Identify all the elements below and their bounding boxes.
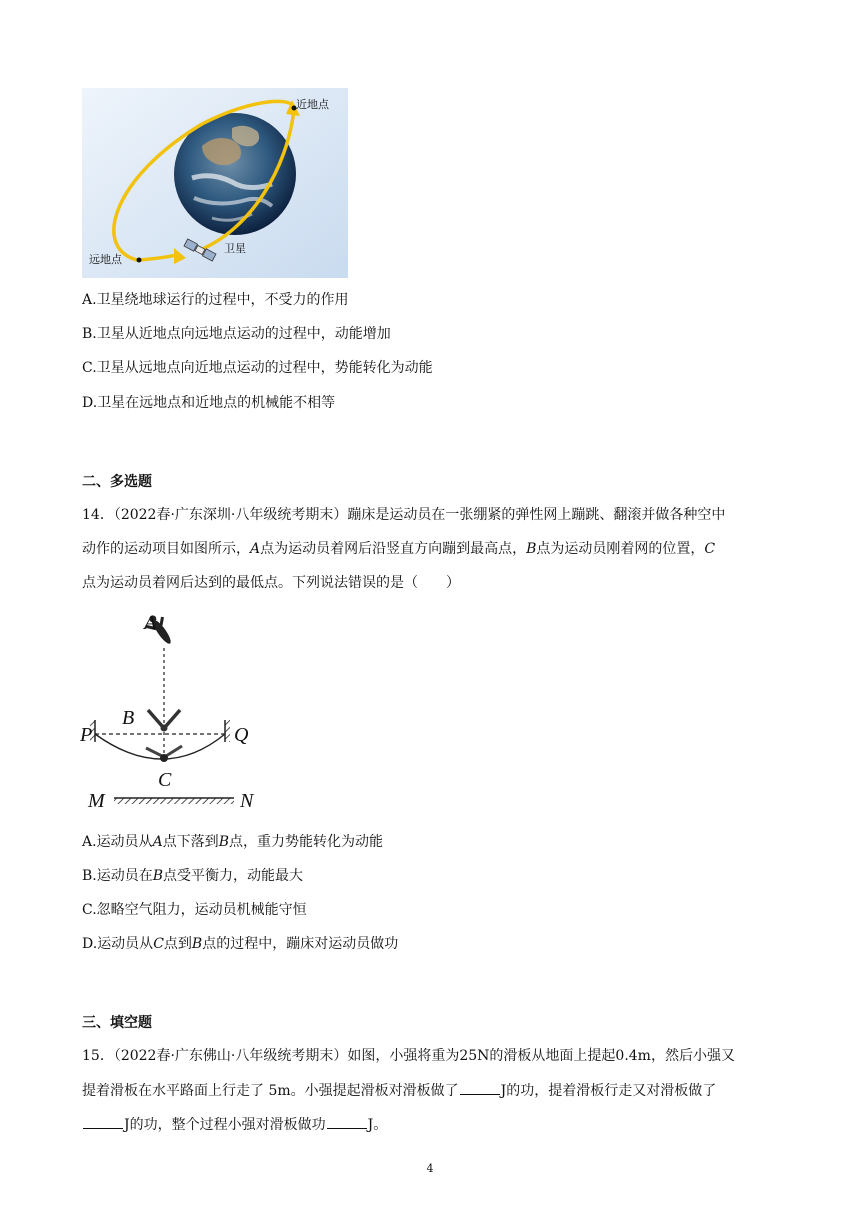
label-c: C [158,769,172,791]
trampoline-figure [80,608,265,813]
q14-option-c: C.忽略空气阻力，运动员机械能守恒 [82,902,307,918]
label-b: B [122,707,135,729]
q14-option-a: A.运动员从A点下落到B点，重力势能转化为动能 [82,834,383,850]
perigee-label: 近地点 [296,98,329,111]
page-number: 4 [426,1162,434,1175]
ground-hatch [114,798,234,804]
q14-stem-line3: 点为运动员着网后达到的最低点。下列说法错误的是（ ） [82,575,460,591]
answer-blank-2[interactable] [83,1114,123,1129]
athlete-at-c-icon [146,746,182,762]
q15-stem-line3: J的功，整个过程小强对滑板做功 J。 [82,1114,387,1135]
apogee-dot [137,258,142,263]
q13-option-b: B.卫星从近地点向远地点运动的过程中，动能增加 [82,326,391,342]
q13-option-d: D.卫星在远地点和近地点的机械能不相等 [82,395,336,411]
label-q: Q [234,724,249,746]
q15-stem-line1: 15．（2022春·广东佛山·八年级统考期末）如图，小强将重为25N的滑板从地面上提起0.4m，然后小强又 [82,1048,735,1064]
q14-stem-line1: 14．（2022春·广东深圳·八年级统考期末）蹦床是运动员在一张绷紧的弹性网上蹦跳、翻滚并做各种空中 [82,507,726,523]
label-a: A [144,612,157,634]
q15-stem-line2: 提着滑板在水平路面上行走了 5m。小强提起滑板对滑板做了 J的功，提着滑板行走又对滑板做了 [82,1080,716,1101]
section-heading-fill-in: 三、填空题 [82,1015,152,1031]
q13-option-c: C.卫星从远地点向近地点运动的过程中，势能转化为动能 [82,360,433,376]
answer-blank-1[interactable] [460,1080,500,1095]
satellite-label: 卫星 [224,242,246,255]
q14-option-b: B.运动员在B点受平衡力，动能最大 [82,868,304,884]
answer-blank-3[interactable] [327,1114,367,1129]
section-heading-multiple-choice: 二、多选题 [82,474,152,490]
apogee-label: 远地点 [89,253,122,266]
satellite-orbit-figure [82,88,348,278]
q13-option-a: A.卫星绕地球运行的过程中，不受力的作用 [82,292,349,308]
label-p: P [80,724,93,746]
q14-stem-line2: 动作的运动项目如图所示，A点为运动员着网后沿竖直方向蹦到最高点，B点为运动员刚着网的位置，C [82,541,716,557]
label-n: N [240,790,254,812]
q14-option-d: D.运动员从C点到B点的过程中，蹦床对运动员做功 [82,936,399,952]
label-m: M [88,790,105,812]
